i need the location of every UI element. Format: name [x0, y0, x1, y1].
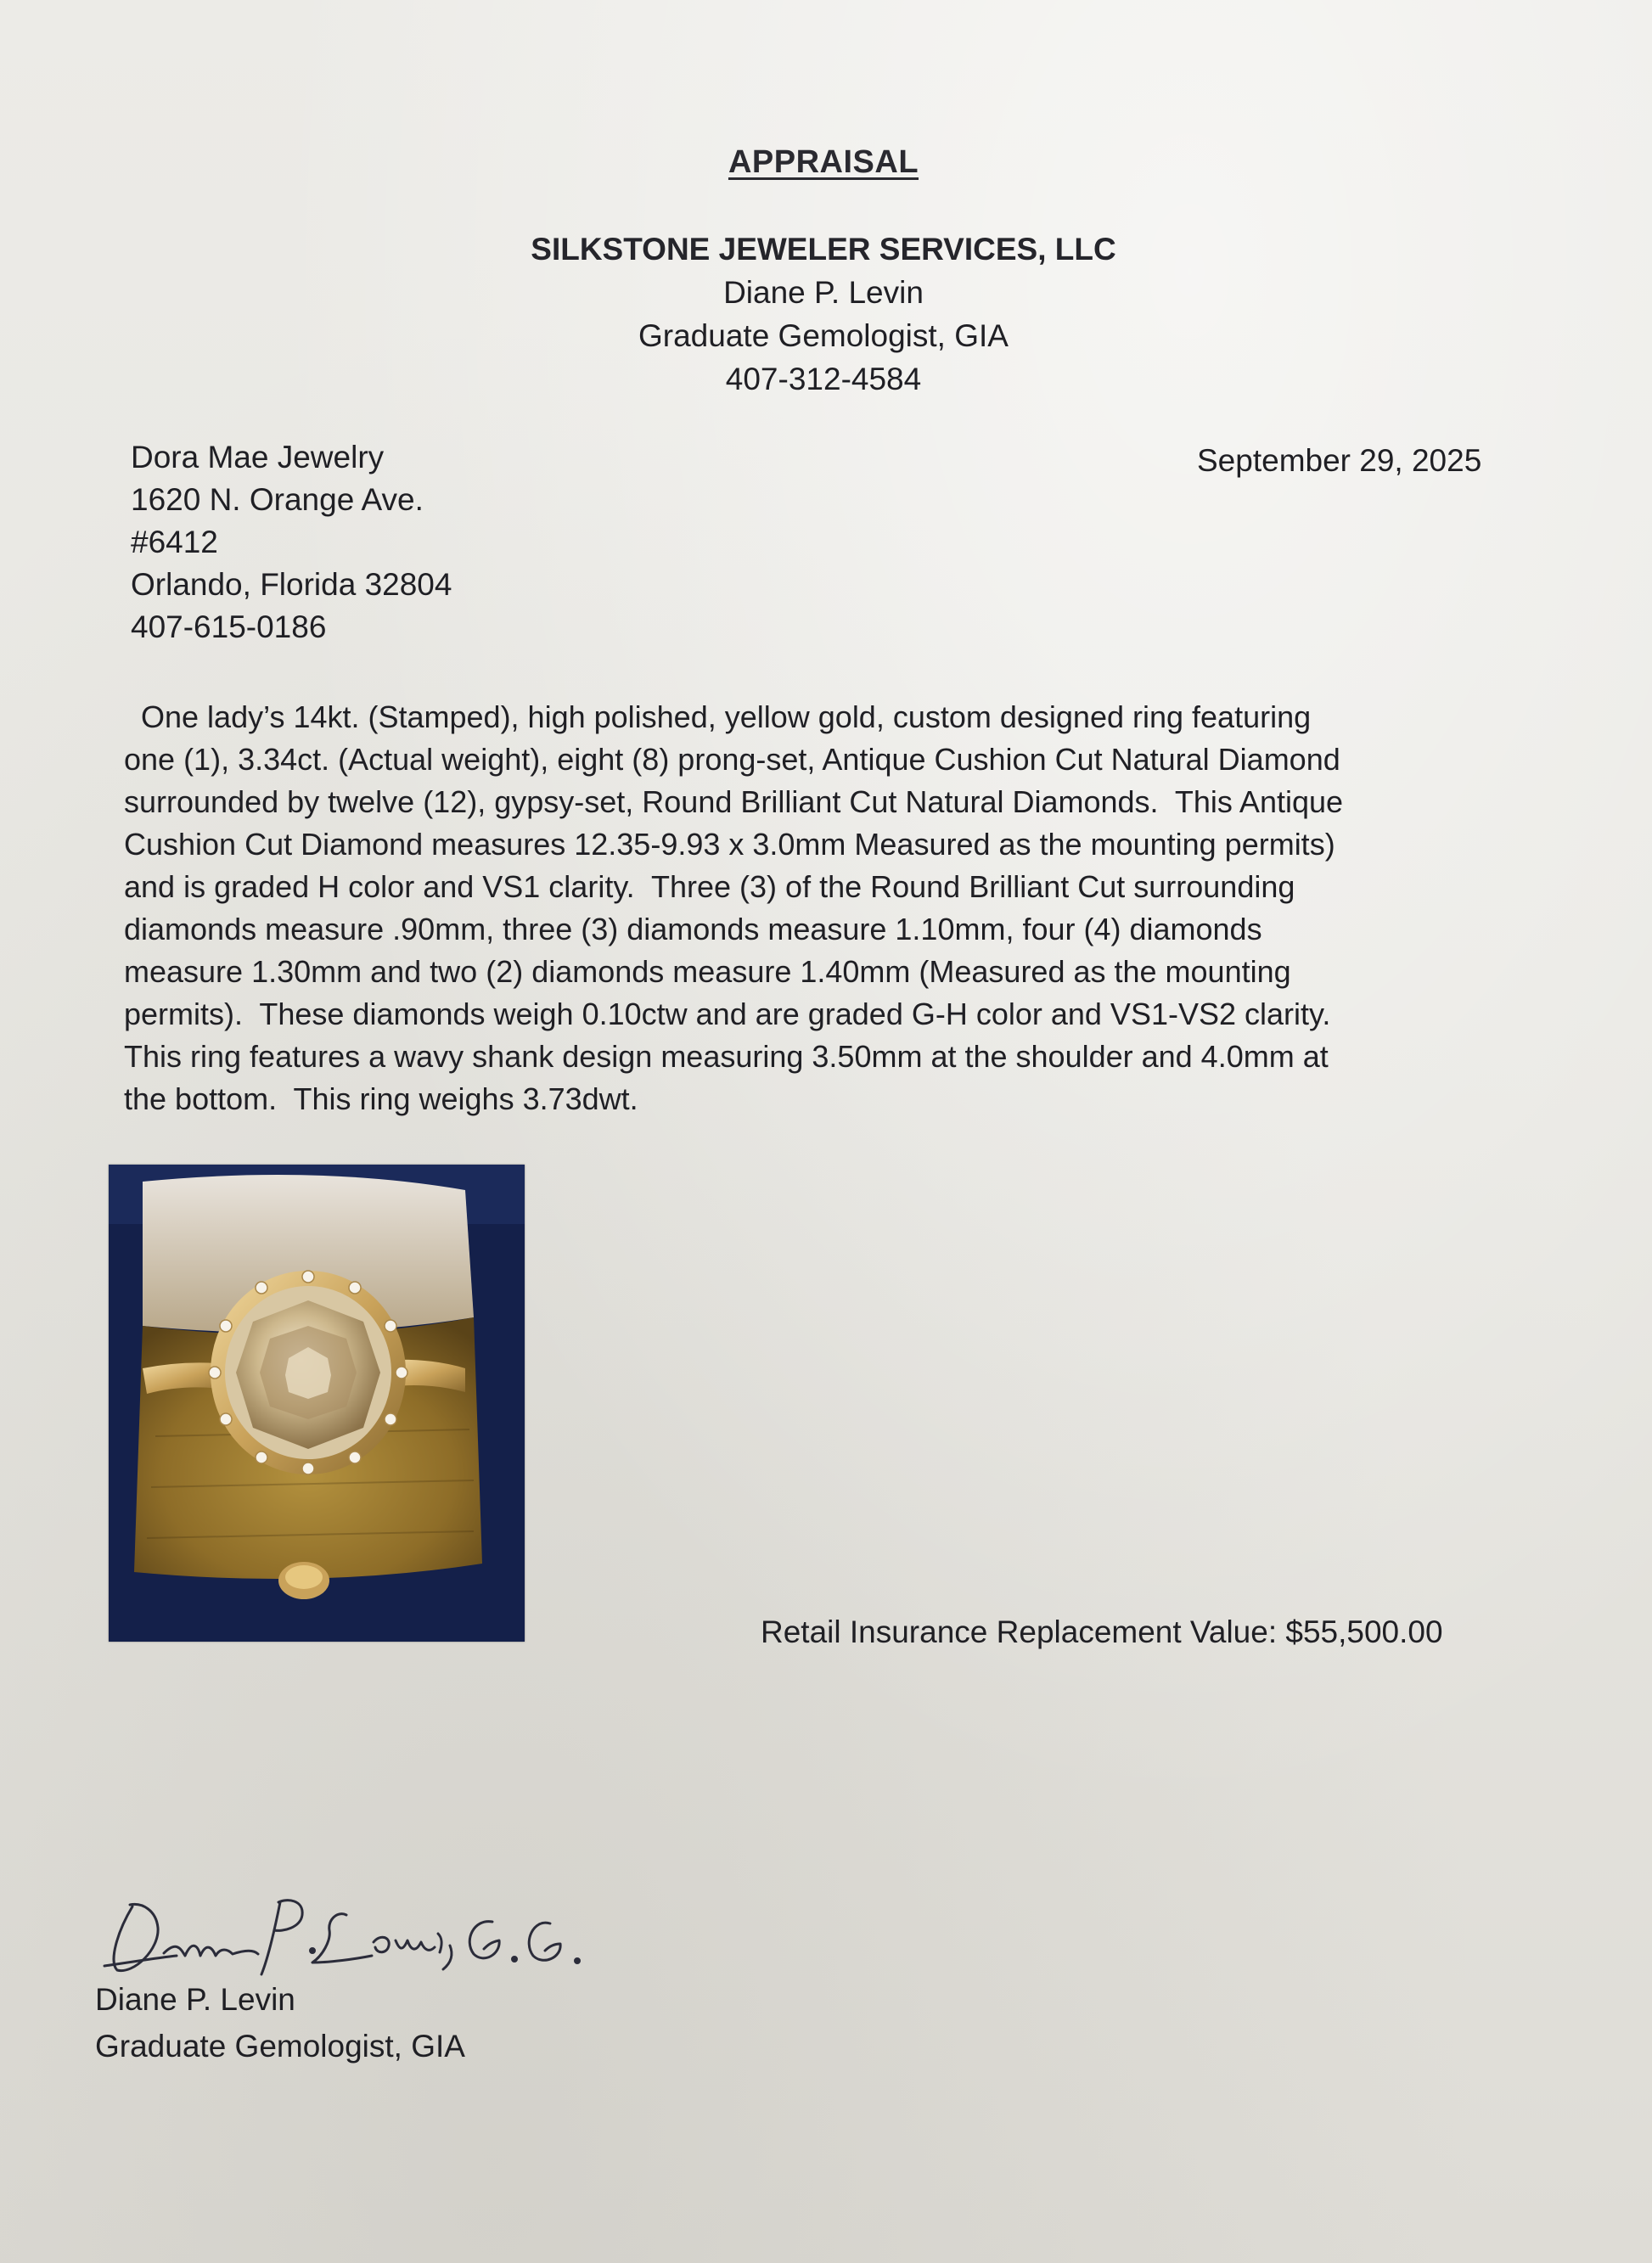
insurance-value-label: Retail Insurance Replacement Value:	[761, 1614, 1278, 1649]
recipient-city: Orlando, Florida 32804	[131, 567, 452, 602]
insurance-value	[761, 1614, 1443, 1650]
description-line: one (1), 3.34ct. (Actual weight), eight (8) prong-set, Antique Cushion Cut Natural Diamond	[124, 742, 1340, 777]
description-line: This ring features a wavy shank design measuring 3.50mm at the shoulder and 4.0mm at	[124, 1039, 1329, 1074]
description-line: One lady’s 14kt. (Stamped), high polished, yellow gold, custom designed ring featuring	[124, 699, 1312, 734]
document-title-text: APPRAISAL	[728, 144, 919, 180]
description-line: diamonds measure .90mm, three (3) diamonds measure 1.10mm, four (4) diamonds	[124, 912, 1262, 946]
description-line: the bottom. This ring weighs 3.73dwt.	[124, 1081, 638, 1116]
recipient-address	[131, 436, 452, 649]
description-line: surrounded by twelve (12), gypsy-set, Round Brilliant Cut Natural Diamonds. This Antique	[124, 784, 1344, 819]
recipient-name: Dora Mae Jewelry	[131, 440, 385, 474]
appraisal-date: September 29, 2025	[1197, 443, 1482, 478]
signatory-name: Diane P. Levin	[95, 1982, 295, 2017]
description-line: permits). These diamonds weigh 0.10ctw and are graded G-H color and VS1-VS2 clarity.	[124, 997, 1331, 1031]
firm-name: SILKSTONE JEWELER SERVICES, LLC	[531, 232, 1116, 267]
description-line: measure 1.30mm and two (2) diamonds measure 1.40mm (Measured as the mounting	[124, 954, 1291, 989]
ring-photo-image	[109, 1165, 525, 1642]
signatory-credential: Graduate Gemologist, GIA	[95, 2029, 465, 2064]
appraiser-credential: Graduate Gemologist, GIA	[638, 318, 1009, 353]
item-description	[124, 696, 1516, 1120]
description-line: and is graded H color and VS1 clarity. Three (3) of the Round Brilliant Cut surrounding	[124, 869, 1295, 904]
description-line: Cushion Cut Diamond measures 12.35-9.93 x 3.0mm Measured as the mounting permits)	[124, 827, 1335, 862]
recipient-unit: #6412	[131, 525, 218, 559]
insurance-value-amount: $55,500.00	[1285, 1614, 1443, 1649]
recipient-street: 1620 N. Orange Ave.	[131, 482, 424, 517]
firm-phone: 407-312-4584	[725, 362, 922, 396]
recipient-phone: 407-615-0186	[131, 609, 327, 644]
ring-photo	[109, 1165, 525, 1642]
signature-scribble	[100, 1881, 711, 1986]
document-title	[0, 144, 1647, 181]
signatory-block	[95, 1976, 465, 2069]
appraiser-name: Diane P. Levin	[723, 275, 924, 310]
handwritten-signature	[100, 1881, 711, 1986]
firm-header	[0, 227, 1647, 401]
